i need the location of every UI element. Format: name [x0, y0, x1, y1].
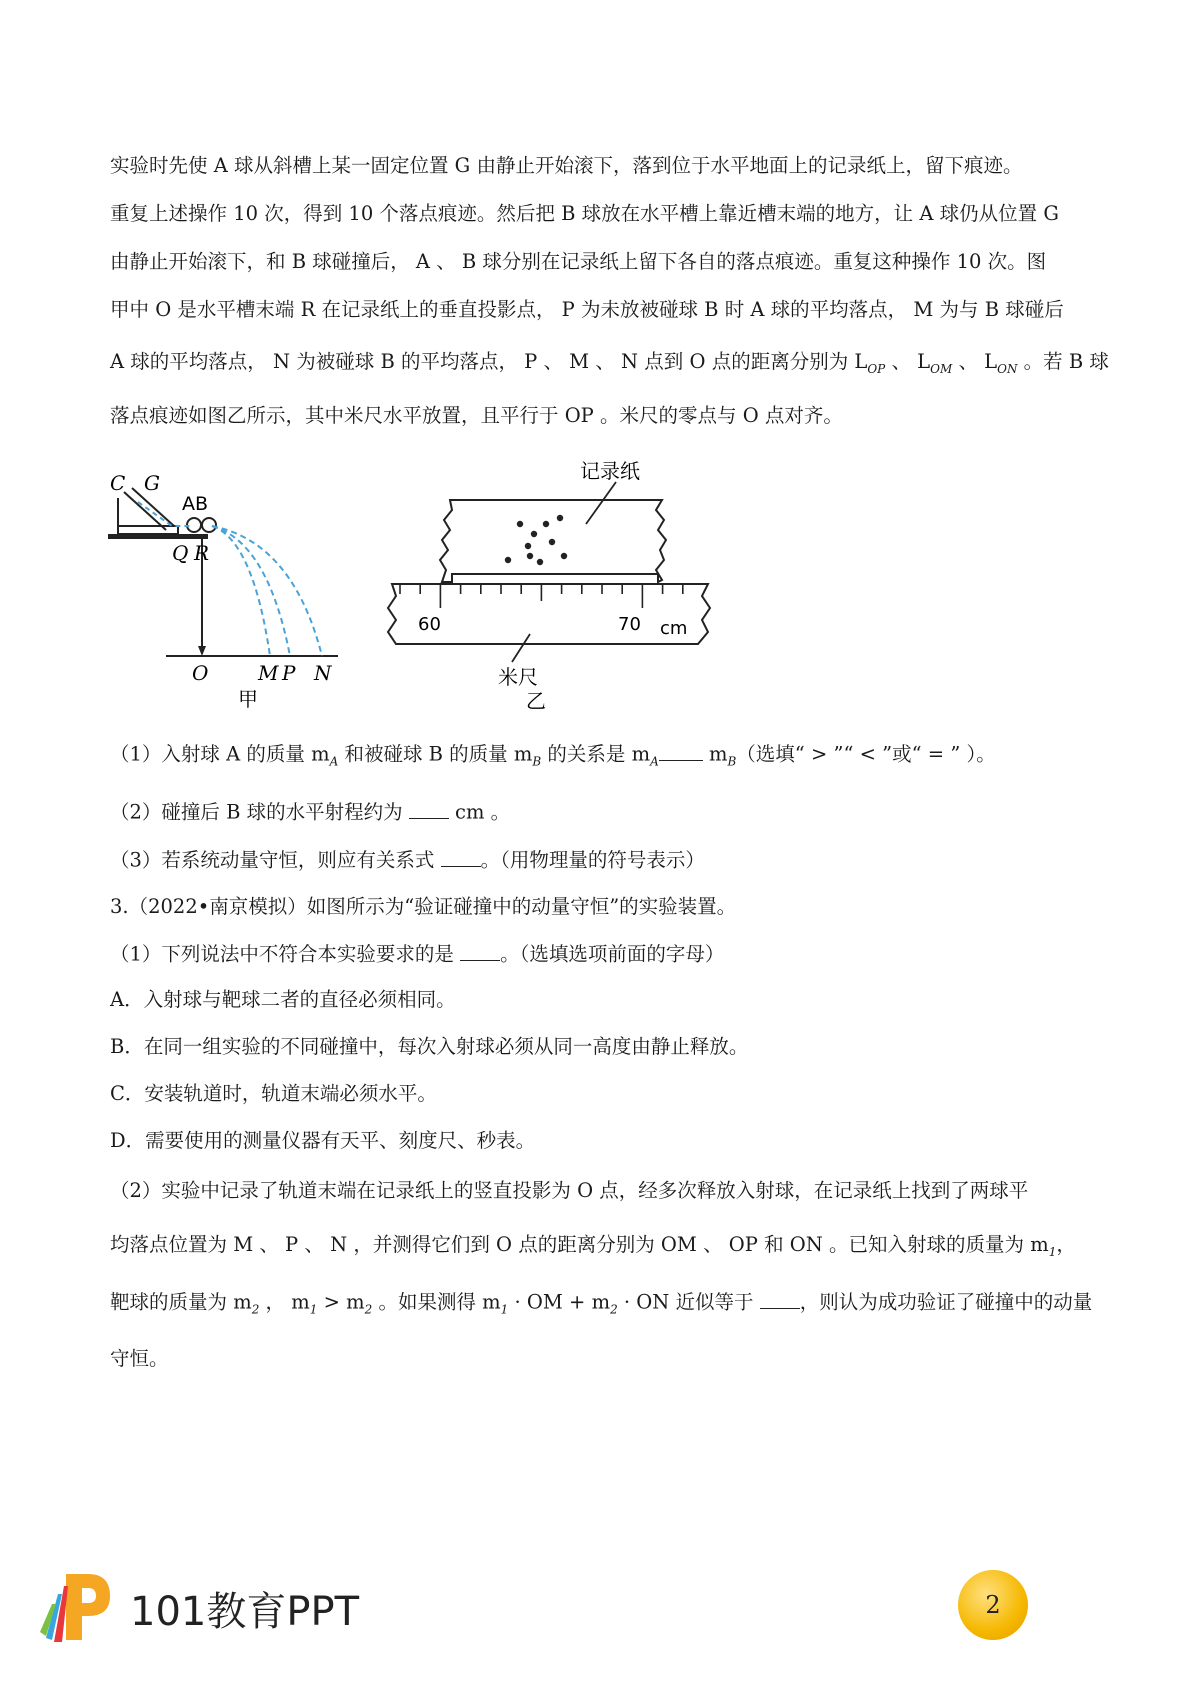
impact-dot [525, 543, 531, 549]
subscript: 2 [364, 1302, 373, 1317]
label-q: Q [172, 541, 189, 565]
ball-b [202, 518, 216, 532]
tick-label-60: 60 [418, 614, 441, 635]
question-3 [110, 846, 1095, 875]
impact-dot [517, 521, 523, 527]
subscript: OM [930, 361, 953, 376]
logo-shape [66, 1574, 110, 1640]
label-r: R [194, 541, 210, 565]
problem-3-sub-2-line-3 [110, 1288, 1095, 1323]
ruler-label: 米尺 [498, 665, 538, 689]
tick-label-70: 70 [618, 614, 641, 635]
text: ， [1056, 1233, 1076, 1256]
label-m: M [258, 661, 279, 685]
trajectory-n [212, 526, 322, 656]
option-b: B．在同一组实验的不同碰撞中，每次入射球必须从同一高度由静止释放。 [110, 1035, 749, 1058]
label-c: C [110, 471, 126, 495]
question-1 [110, 740, 1095, 775]
impact-dot [549, 539, 555, 545]
subscript: 2 [610, 1302, 618, 1317]
answer-blank[interactable] [760, 1288, 800, 1309]
text: · OM + m [508, 1290, 611, 1314]
impact-dot [505, 557, 511, 563]
problem-3-sub-1 [110, 940, 1095, 969]
problem-3-sub-2-line-2 [110, 1231, 1095, 1266]
subscript: 1 [500, 1302, 509, 1317]
label-ab: AB [182, 493, 209, 515]
text: > m [317, 1290, 365, 1314]
figure-b-ruler [380, 448, 720, 710]
text: 和被碰球 B 的质量 m [338, 742, 533, 766]
paragraph-line-6: 落点痕迹如图乙所示，其中米尺水平放置，且平行于 OP 。米尺的零点与 O 点对齐。 [110, 404, 843, 427]
question-2 [110, 798, 1095, 827]
label-n: N [314, 661, 332, 685]
label-p: P [282, 661, 296, 685]
subscript: 1 [309, 1302, 318, 1317]
paragraph-line-5 [110, 348, 1109, 383]
text: 。若 B 球 [1017, 350, 1109, 373]
subscript: B [532, 754, 542, 769]
subscript: 1 [1048, 1244, 1057, 1259]
text: （1）入射球 A 的质量 m [110, 742, 330, 766]
text: cm 。 [448, 800, 511, 824]
text: （1）下列说法中不符合本实验要求的是 [110, 942, 461, 966]
impact-dot [543, 521, 549, 527]
answer-blank[interactable] [659, 740, 703, 761]
logo-text: 101教育PPT [130, 1589, 360, 1635]
paper-label: 记录纸 [580, 459, 640, 483]
text: · ON 近似等于 [617, 1290, 760, 1314]
text: 。（用物理量的符号表示） [480, 848, 705, 872]
figure-a-apparatus [108, 470, 368, 710]
text: 均落点位置为 M 、 P 、 N ，并测得它们到 O 点的距离分别为 OM 、 OP 和 ON 。已知入射球的质量为 m [110, 1233, 1049, 1256]
text: 、 L [885, 350, 931, 373]
text: （2）碰撞后 B 球的水平射程约为 [110, 800, 409, 824]
impact-dot [557, 515, 563, 521]
answer-blank[interactable] [409, 798, 449, 819]
subscript: B [727, 754, 737, 769]
logo-icon [38, 1566, 118, 1646]
subscript: A [650, 754, 659, 769]
text: （3）若系统动量守恒，则应有关系式 [110, 848, 441, 872]
impact-dot [527, 553, 533, 559]
paragraph-line-1: 实验时先使 A 球从斜槽上某一固定位置 G 由静止开始滚下，落到位于水平地面上的记录纸上，留下痕迹。 [110, 154, 1023, 177]
impact-dot [537, 559, 543, 565]
answer-blank[interactable] [441, 846, 481, 867]
text: 靶球的质量为 m [110, 1290, 252, 1314]
text: 的关系是 m [541, 742, 651, 766]
paragraph-line-4: 甲中 O 是水平槽末端 R 在记录纸上的垂直投影点， P 为未放被碰球 B 时 A 球的平均落点， M 为与 B 球碰后 [110, 298, 1064, 321]
trajectory-p [212, 526, 290, 656]
text: m [702, 742, 728, 766]
footer-logo [38, 1566, 378, 1646]
text: A 球的平均落点， N 为被碰球 B 的平均落点， P 、 M 、 N 点到 O 点的距离分别为 L [110, 350, 868, 373]
subscript: 2 [251, 1302, 260, 1317]
arrow-head [198, 646, 206, 656]
paragraph-line-2: 重复上述操作 10 次，得到 10 个落点痕迹。然后把 B 球放在水平槽上靠近槽末端的地方，让 A 球仍从位置 G [110, 202, 1059, 225]
ramp-line [124, 492, 166, 530]
subscript: A [329, 754, 339, 769]
text: ，则认为成功验证了碰撞中的动量 [799, 1290, 1093, 1314]
subscript: OP [867, 361, 886, 376]
page-number-badge [958, 1570, 1028, 1640]
impact-dot [531, 531, 537, 537]
option-d: D．需要使用的测量仪器有天平、刻度尺、秒表。 [110, 1129, 536, 1152]
text: （选填“ > ”“ < ”或“ = ” ）。 [736, 742, 996, 766]
label-g: G [144, 471, 160, 495]
trajectory-m [212, 526, 270, 656]
problem-3-title: 3.（2022•南京模拟）如图所示为“验证碰撞中的动量守恒”的实验装置。 [110, 895, 737, 918]
problem-3-sub-2-line-1: （2）实验中记录了轨道末端在记录纸上的竖直投影为 O 点，经多次释放入射球，在记录纸上找到了两球平 [110, 1179, 1029, 1202]
subscript: ON [997, 361, 1018, 376]
logo-shape [82, 1588, 96, 1603]
impact-dot [561, 553, 567, 559]
text: 。如果测得 m [372, 1290, 501, 1314]
figure-a-caption: 甲 [238, 687, 258, 710]
problem-3-sub-2-line-4: 守恒。 [110, 1347, 169, 1370]
unit-label: cm [660, 618, 688, 639]
option-a: A．入射球与靶球二者的直径必须相同。 [110, 988, 456, 1011]
text: 、 L [952, 350, 998, 373]
ramp-base [118, 526, 178, 534]
answer-blank[interactable] [460, 940, 500, 961]
text: ， m [259, 1290, 310, 1314]
figure-b-caption: 乙 [526, 689, 546, 710]
label-o: O [192, 661, 209, 685]
option-c: C．安装轨道时，轨道末端必须水平。 [110, 1082, 437, 1105]
page-number: 2 [985, 1591, 1001, 1619]
paragraph-line-3: 由静止开始滚下，和 B 球碰撞后， A 、 B 球分别在记录纸上留下各自的落点痕迹。重复这种操作 10 次。图 [110, 250, 1047, 273]
text: 。（选填选项前面的字母） [500, 942, 725, 966]
horizontal-track [108, 534, 208, 539]
